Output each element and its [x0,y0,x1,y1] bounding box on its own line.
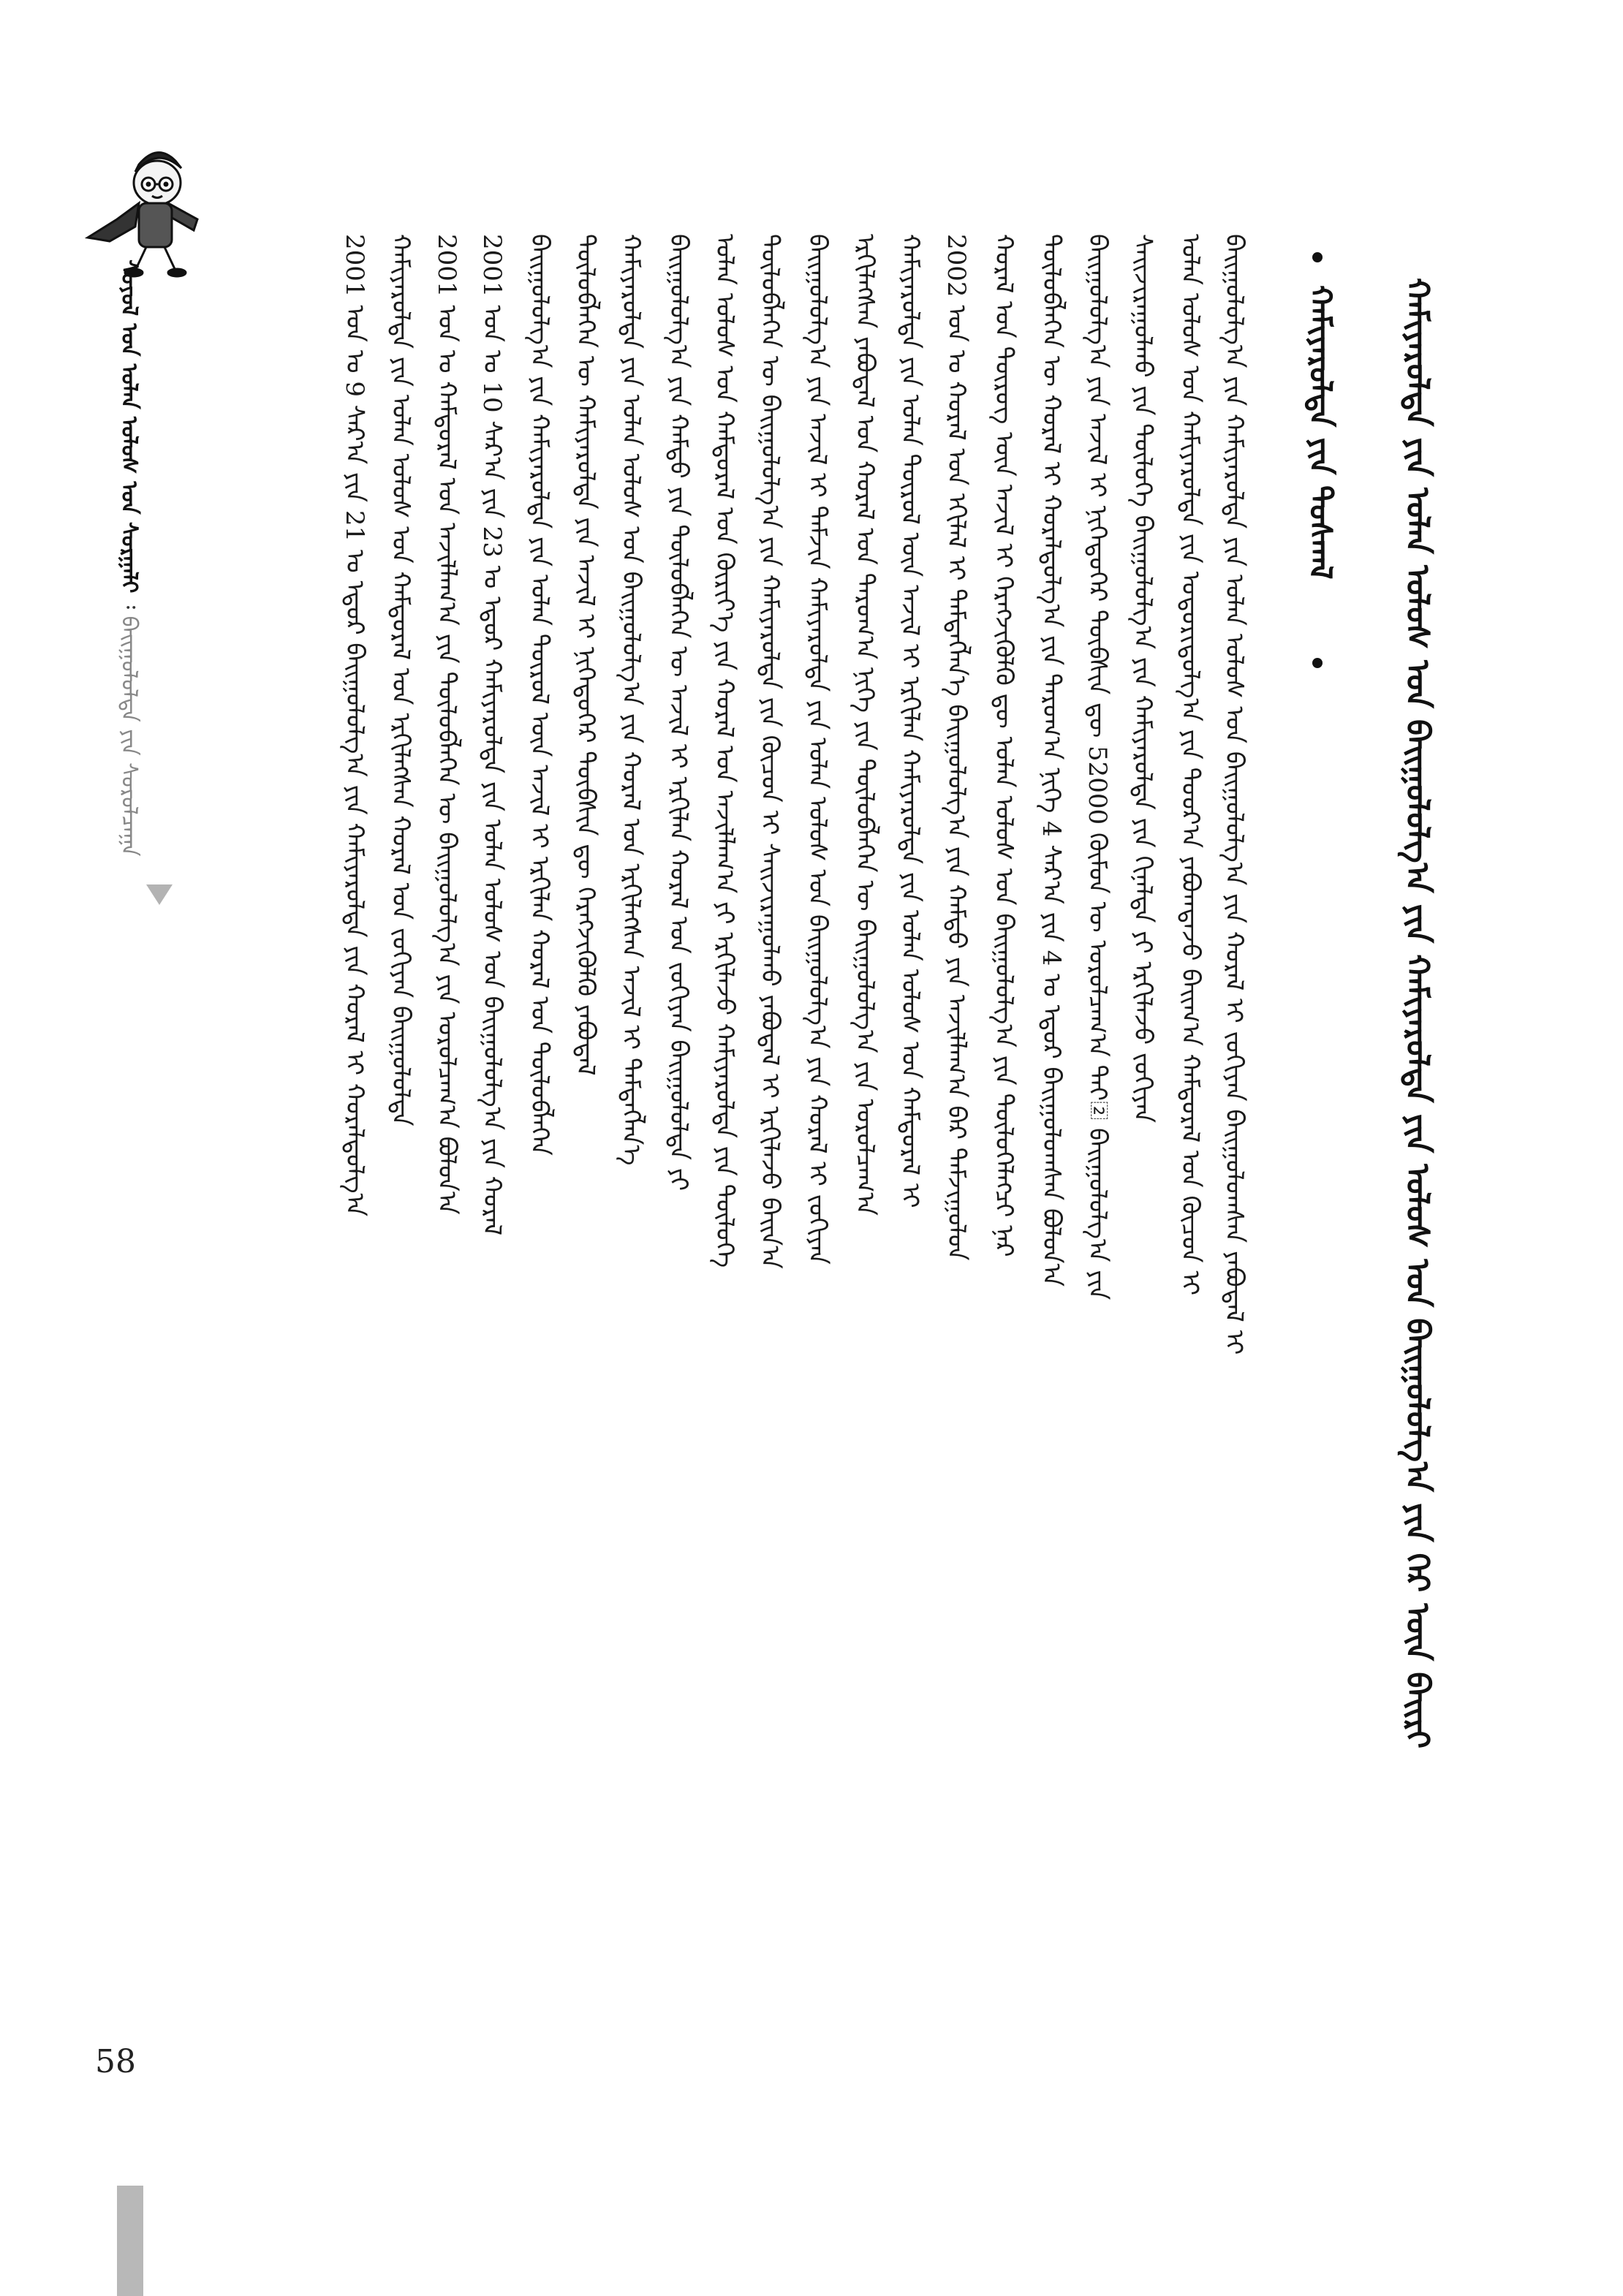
body-column: ᠪᠠᠢ᠌ᠭᠤᠯᠤᠯᠭ᠎ᠠ ᠶᠢᠨ ᠠᠵᠢᠯ ᠢ ᠳᠡᠮᠵᠢᠨ ᠬᠠᠮᠢᠶᠠᠷᠤᠯᠲᠠ ᠶᠢᠨ ᠣᠯᠠᠨ ᠤᠯᠤᠰ ᠤᠨ ᠪᠠᠢ᠌ᠭᠤᠯᠤᠯᠭ᠎ᠠ ᠶᠢᠨ ᠬᠤᠷᠠᠯ ᠢ ᠵᠣᠬᠢᠶᠠᠨ [803,234,832,1265]
body-column: 2001 ᠣᠨ ᠤ ᠬᠠᠮᠲᠤᠷᠠᠯ ᠤᠨ ᠠᠵᠢᠯᠯᠠᠭ᠎ᠠ ᠶᠢᠨ ᠲᠥᠯᠥᠪᠯᠡᠭᠡᠨ ᠦ ᠪᠠᠢ᠌ᠭᠤᠯᠤᠯᠭ᠎ᠠ ᠶᠢᠨ ᠣᠷᠣᠯᠴᠠᠭ᠎ᠠ ᠪᠣᠯᠤᠨ᠎ᠠ [432,234,461,1215]
section-title: ᠬᠠᠮᠢᠶᠠᠷᠤᠯᠲᠠ ᠶᠢᠨ ᠣᠯᠠᠨ ᠤᠯᠤᠰ ᠤᠨ ᠪᠠᠢ᠌ᠭᠤᠯᠤᠯᠭ᠎ᠠ ᠶᠢᠨ ᠬᠠᠮᠢᠶᠠᠷᠤᠯᠲᠠ ᠶᠢᠨ ᠤᠯᠤᠰ ᠤᠨ ᠪᠠᠢ᠌ᠭᠤᠯᠤᠯᠭ᠎ᠠ ᠶᠢᠨ ᠭᠡᠷ ᠦᠨ ᠪᠠᠢ᠌ᠷᠢ [1399,278,1436,1749]
body-column: ᠬᠤᠷᠠᠯ ᠤᠨ ᠲᠦᠷᠦᠭ ᠦᠨ ᠠᠵᠢᠯ ᠢ ᠬᠡᠷᠡᠭᠵᠢᠭᠦᠯᠬᠦ ᠳᠦ ᠣᠯᠠᠨ ᠤᠯᠤᠰ ᠤᠨ ᠪᠠᠢ᠌ᠭᠤᠯᠤᠯᠭ᠎ᠠ ᠶᠢᠨ ᠲᠥᠯᠥᠭᠡᠯᠡᠭᠴᠢ ᠨᠠᠷ [989,234,1018,1257]
page-edge-bar [117,2186,143,2296]
body-column: 2001 ᠣᠨ ᠤ 10 ᠰᠠᠷ᠎ᠠ ᠶᠢᠨ 23 ᠤ ᠡᠳᠦᠷ ᠬᠠᠮᠢᠶᠠᠷᠤᠯᠲᠠ ᠶᠢᠨ ᠣᠯᠠᠨ ᠤᠯᠤᠰ ᠤᠨ ᠪᠠᠢ᠌ᠭᠤᠯᠤᠯᠭ᠎ᠠ ᠶᠢᠨ ᠬᠤᠷᠠᠯ [477,234,507,1236]
body-column: ᠣᠯᠠᠨ ᠤᠯᠤᠰ ᠤᠨ ᠬᠠᠮᠲᠤᠷᠠᠯ ᠤᠨ ᠬᠦᠷᠢᠶ᠎ᠡ ᠶᠢᠨ ᠬᠤᠷᠠᠯ ᠤᠨ ᠠᠵᠢᠯᠯᠠᠭ᠎ᠠ ᠶᠢ ᠡᠷᠬᠢᠯᠡᠵᠦ ᠬᠠᠮᠢᠶᠠᠷᠤᠯᠲᠠ ᠶᠢᠨ ᠲᠥᠯᠥᠭᠡ [710,234,739,1268]
page-number: 58 [95,2043,136,2080]
body-column: ᠬᠠᠮᠢᠶᠠᠷᠤᠯᠲᠠ ᠶᠢᠨ ᠣᠯᠠᠨ ᠲᠥᠷᠦᠯ ᠦᠨ ᠠᠵᠢᠯ ᠢ ᠡᠷᠬᠢᠯᠡᠨ ᠬᠠᠮᠢᠶᠠᠷᠤᠯᠲᠠ ᠶᠢᠨ ᠣᠯᠠᠨ ᠤᠯᠤᠰ ᠤᠨ ᠬᠠᠮᠲᠤᠷᠠᠯ ᠢ [896,234,925,1208]
bullet-top-icon [1312,252,1323,262]
body-column: ᠪᠠᠢ᠌ᠭᠤᠯᠤᠯᠭ᠎ᠠ ᠶᠢᠨ ᠬᠠᠮᠲᠤ ᠶᠢᠨ ᠲᠥᠯᠥᠪᠯᠡᠭᠡᠨ ᠦ ᠠᠵᠢᠯ ᠢ ᠡᠷᠬᠢᠯᠡᠨ ᠬᠤᠷᠠᠯ ᠤᠨ ᠵᠣᠬᠢᠶᠠᠨ ᠪᠠᠢ᠌ᠭᠤᠯᠤᠯᠲᠠ ᠶᠢ [664,234,693,1191]
section-subtitle: ᠬᠠᠮᠢᠶᠠᠷᠤᠯᠲᠠ ᠶᠢᠨ ᠲᠤᠰᠬᠠᠯ [1303,285,1339,580]
body-column: 2002 ᠣᠨ ᠤ ᠬᠤᠷᠠᠯ ᠤᠨ ᠡᠬᠢᠯᠡᠯ ᠢ ᠲᠡᠮᠳᠡᠭᠯᠡᠨ᠎ᠡ ᠪᠠᠢ᠌ᠭᠤᠯᠤᠯᠭ᠎ᠠ ᠶᠢᠨ ᠬᠠᠮᠲᠤ ᠶᠢᠨ ᠠᠵᠢᠯᠯᠠᠭ᠎ᠠ ᠪᠠᠷ ᠳᠠᠮᠵᠢᠭᠤᠯᠤᠨ [942,234,971,1261]
body-column: ᠪᠠᠢ᠌ᠭᠤᠯᠤᠯᠭ᠎ᠠ ᠶᠢᠨ ᠬᠠᠮᠢᠶᠠᠷᠤᠯᠲᠠ ᠶᠢᠨ ᠣᠯᠠᠨ ᠲᠥᠷᠦᠯ ᠦᠨ ᠠᠵᠢᠯ ᠢ ᠡᠷᠬᠢᠯᠡᠨ ᠬᠤᠷᠠᠯ ᠤᠨ ᠲᠥᠯᠥᠪᠯᠡᠭᠡᠨ [525,234,554,1156]
mascot-illustration [66,132,219,278]
body-column: 2001 ᠣᠨ ᠤ 9 ᠰᠠᠷ᠎ᠠ ᠶᠢᠨ 21 ᠤ ᠡᠳᠦᠷ ᠪᠠᠢ᠌ᠭᠤᠯᠤᠯᠭ᠎ᠠ ᠶᠢᠨ ᠬᠠᠮᠢᠶᠠᠷᠤᠯᠲᠠ ᠶᠢᠨ ᠬᠤᠷᠠᠯ ᠢ ᠬᠤᠷᠠᠯᠳᠤᠯᠭ᠎ᠠ [340,234,369,1217]
body-column: ᠲᠥᠯᠥᠪᠯᠡᠭᠡᠨ ᠦ ᠪᠠᠢ᠌ᠭᠤᠯᠤᠯᠭ᠎ᠠ ᠶᠢᠨ ᠬᠠᠮᠢᠶᠠᠷᠤᠯᠲᠠ ᠶᠢᠨ ᠬᠦᠴᠦᠨ ᠢ ᠰᠠᠢ᠌ᠵᠢᠷᠠᠭᠤᠯᠬᠤ ᠶᠠᠪᠤᠳᠠᠯ ᠢ ᠡᠷᠬᠢᠯᠡᠵᠦ ᠪᠠᠢ᠌ᠨ᠎ᠠ [755,234,784,1269]
running-head-part-light: ᠪᠠᠢ᠌ᠭᠤᠯᠤᠯᠲᠠ ᠶᠢᠨ ᠰᠤᠷᠤᠯᠴᠠᠭᠠ [116,615,142,857]
running-head [110,259,154,888]
body-column: ᠪᠠᠢ᠌ᠭᠤᠯᠤᠯᠭ᠎ᠠ ᠶᠢᠨ ᠠᠵᠢᠯ ᠢ ᠨᠢᠭᠡᠳᠦᠭᠡᠷ ᠲᠦᠪᠰᠢᠨ ᠳᠦ 52000 ᠬᠦᠮᠦᠨ ᠦ ᠣᠷᠣᠯᠴᠠᠭ᠎ᠠ ᠲᠠᠢ᠌ ᠪᠠᠢ᠌ᠭᠤᠯᠤᠯᠭ᠎ᠠ ᠶᠢᠨ [1083,234,1112,1300]
bullet-bottom-icon [1312,658,1323,668]
body-column: ᠲᠥᠯᠥᠪᠯᠡᠭᠡᠨ ᠦ ᠬᠠᠮᠢᠶᠠᠷᠤᠯᠲᠠ ᠶᠢᠨ ᠠᠵᠢᠯ ᠢ ᠨᠢᠭᠡᠳᠦᠭᠡᠷ ᠲᠦᠪᠰᠢᠨ ᠳᠦ ᠬᠡᠷᠡᠭᠵᠢᠭᠦᠯᠬᠦ ᠶᠠᠪᠤᠳᠠᠯ [571,234,600,1076]
body-column: ᠡᠷᠬᠢᠯᠡᠭᠰᠡᠨ ᠶᠠᠪᠤᠳᠠᠯ ᠤᠨ ᠬᠤᠷᠠᠯ ᠤᠨ ᠳᠠᠷᠤᠭ᠎ᠠ ᠨᠢᠭᠡ ᠶᠢᠨ ᠲᠥᠯᠥᠪᠯᠡᠭᠡᠨ ᠦ ᠪᠠᠢ᠌ᠭᠤᠯᠤᠯᠭ᠎ᠠ ᠶᠢᠨ ᠣᠷᠣᠯᠴᠠᠭ᠎ᠠ [850,234,879,1216]
running-head-separator: ᠄ [116,600,142,616]
body-column: ᠪᠠᠢ᠌ᠭᠤᠯᠤᠯᠭ᠎ᠠ ᠶᠢᠨ ᠬᠠᠮᠢᠶᠠᠷᠤᠯᠲᠠ ᠶᠢᠨ ᠣᠯᠠᠨ ᠤᠯᠤᠰ ᠤᠨ ᠪᠠᠢ᠌ᠭᠤᠯᠤᠯᠭ᠎ᠠ ᠶᠢᠨ ᠬᠤᠷᠠᠯ ᠢ ᠵᠣᠬᠢᠶᠠᠨ ᠪᠠᠢ᠌ᠭᠤᠯᠤᠭᠰᠠᠨ ᠶᠠᠪᠤᠳᠠᠯ ᠢ [1219,234,1249,1355]
body-column: ᠬᠠᠮᠢᠶᠠᠷᠤᠯᠲᠠ ᠶᠢᠨ ᠣᠯᠠᠨ ᠤᠯᠤᠰ ᠤᠨ ᠬᠠᠮᠲᠤᠷᠠᠯ ᠤᠨ ᠡᠷᠬᠢᠯᠡᠭᠰᠡᠨ ᠬᠤᠷᠠᠯ ᠤᠨ ᠵᠣᠬᠢᠶᠠᠨ ᠪᠠᠢ᠌ᠭᠤᠯᠤᠯᠲᠠ [386,234,415,1126]
running-head-part-bold: ᠰᠣᠶᠣᠯ ᠤᠨ ᠣᠯᠠᠨ ᠤᠯᠤᠰ ᠤᠨ ᠰᠤᠷᠭᠠᠯᠢ [116,259,142,594]
triangle-marker-icon [146,884,173,905]
body-column: ᠲᠥᠯᠥᠪᠯᠡᠭᠡᠨ ᠦ ᠬᠤᠷᠠᠯ ᠢ ᠬᠤᠷᠠᠯᠳᠤᠯᠭ᠎ᠠ ᠶᠢᠨ ᠳᠠᠷᠤᠭ᠎ᠠ ᠨᠢᠭᠡ 4 ᠰᠠᠷ᠎ᠠ ᠶᠢᠨ 4 ᠤ ᠡᠳᠦᠷ ᠪᠠᠢ᠌ᠭᠤᠯᠤᠭᠰᠠᠨ ᠪᠣᠯᠤᠨ᠎ᠠ [1037,234,1066,1287]
body-column [284,234,332,2193]
body-column: ᠰᠠᠢ᠌ᠵᠢᠷᠠᠭᠤᠯᠬᠤ ᠶᠢᠨ ᠲᠥᠯᠥᠭᠡ ᠪᠠᠢ᠌ᠭᠤᠯᠤᠯᠭ᠎ᠠ ᠶᠢᠨ ᠬᠠᠮᠢᠶᠠᠷᠤᠯᠲᠠ ᠶᠢᠨ ᠬᠢᠨᠠᠯᠲᠠ ᠶᠢ ᠡᠷᠬᠢᠯᠡᠵᠦ ᠵᠣᠬᠢᠶᠠᠨ [1128,234,1157,1124]
body-column: ᠬᠠᠮᠢᠶᠠᠷᠤᠯᠲᠠ ᠶᠢᠨ ᠣᠯᠠᠨ ᠤᠯᠤᠰ ᠤᠨ ᠪᠠᠢ᠌ᠭᠤᠯᠤᠯᠭ᠎ᠠ ᠶᠢᠨ ᠬᠤᠷᠠᠯ ᠤᠨ ᠡᠷᠬᠢᠯᠡᠭᠰᠡᠨ ᠠᠵᠢᠯ ᠢ ᠲᠡᠮᠳᠡᠭᠯᠡᠨ᠎ᠡ [616,234,646,1166]
body-column: ᠣᠯᠠᠨ ᠤᠯᠤᠰ ᠤᠨ ᠬᠠᠮᠢᠶᠠᠷᠤᠯᠲᠠ ᠶᠢᠨ ᠤᠳᠤᠷᠢᠳᠤᠯᠭ᠎ᠠ ᠶᠢᠨ ᠳᠣᠣᠷ᠎ᠠ ᠶᠠᠪᠤᠭᠳᠠᠵᠤ ᠪᠠᠢ᠌ᠭ᠎ᠠ ᠬᠠᠮᠲᠤᠷᠠᠯ ᠤᠨ ᠬᠦᠴᠦᠨ ᠢ [1176,234,1205,1296]
